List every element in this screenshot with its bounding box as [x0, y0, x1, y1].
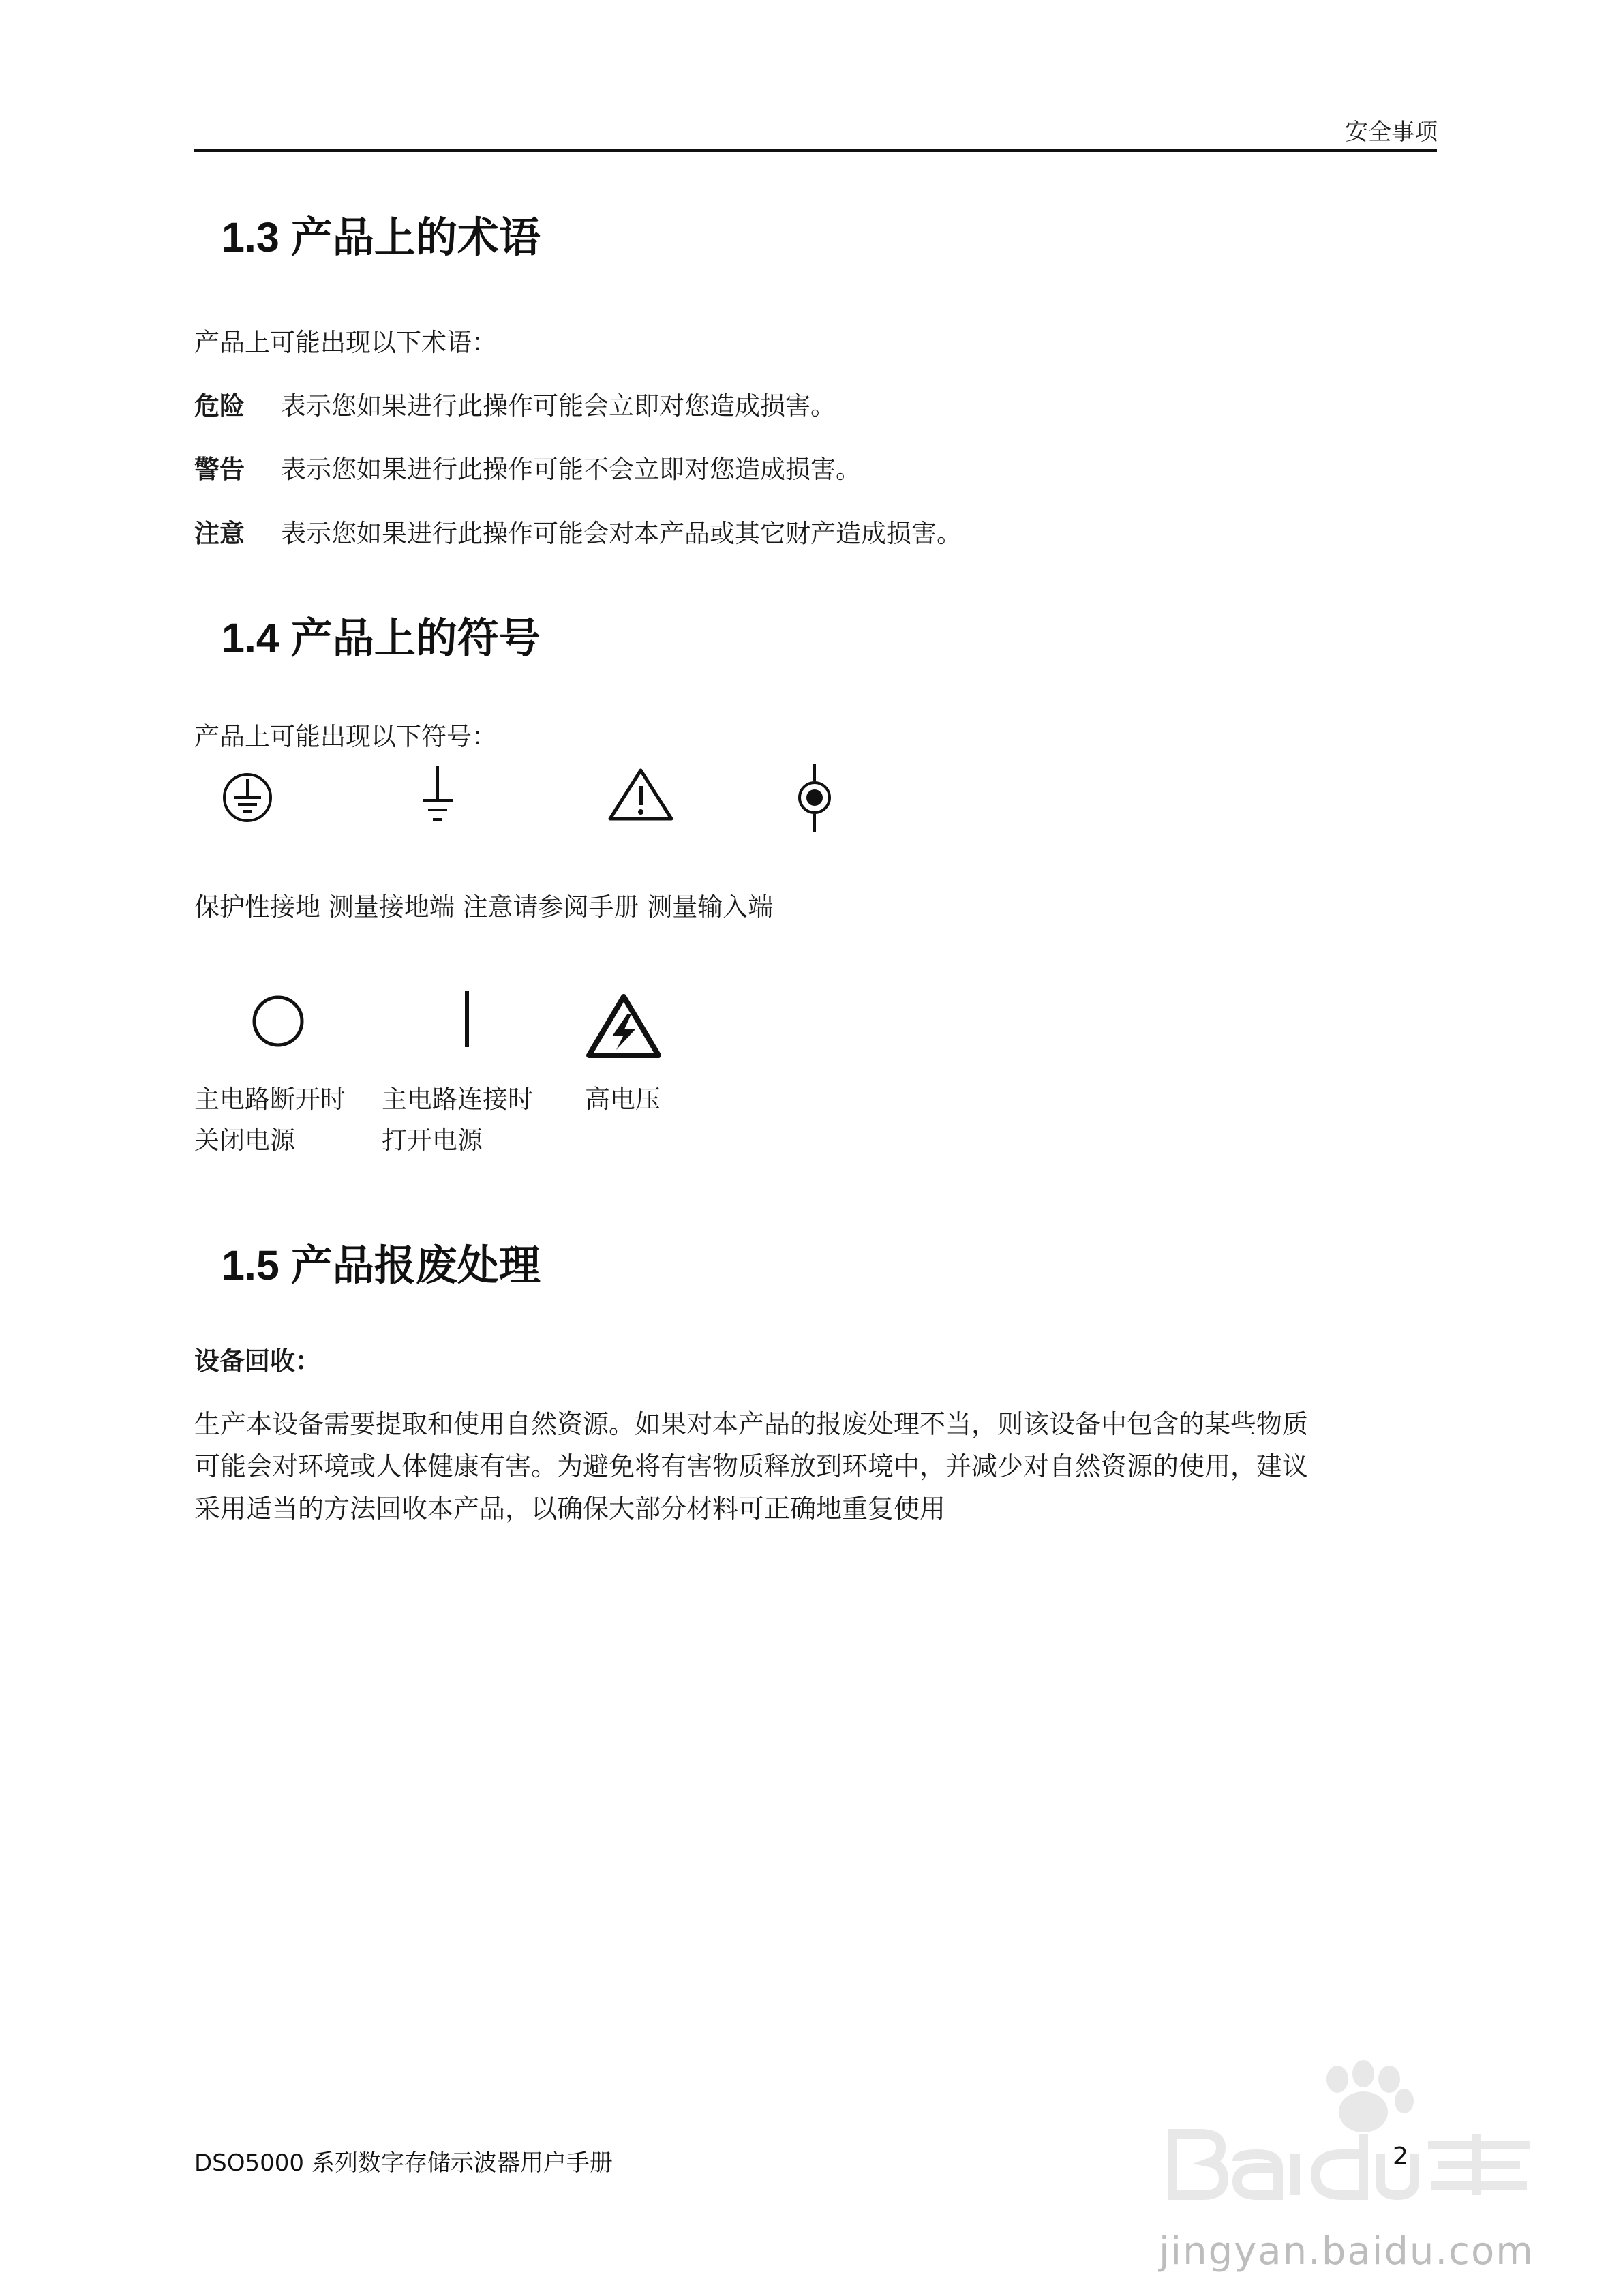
sec15-line: 采用适当的方法回收本产品，以确保大部分材料可正确地重复使用	[194, 1494, 946, 1524]
sec15-line: 可能会对环境或人体健康有害。为避免将有害物质释放到环境中，并减少对自然资源的使用，建议	[194, 1451, 1309, 1481]
footer-manual-title: DSO5000 系列数字存储示波器用户手册	[194, 2149, 613, 2177]
heading-1-4: 1.4 产品上的符号	[222, 615, 541, 661]
sec14-intro: 产品上可能出现以下符号：	[194, 722, 497, 751]
symbol-labels-row1: 保护性接地 测量接地端 注意请参阅手册 测量输入端	[194, 892, 774, 922]
sec15-subheading: 设备回收：	[194, 1346, 320, 1376]
heading-1-3: 1.3 产品上的术语	[222, 214, 541, 260]
measurement-input-icon	[787, 764, 842, 832]
term-row-danger	[194, 385, 836, 422]
warning-triangle-icon	[607, 767, 675, 821]
heading-1-5: 1.5 产品报废处理	[222, 1242, 541, 1288]
header-section-title: 安全事项	[1345, 119, 1438, 146]
symbol-label-power-on-1: 主电路连接时	[382, 1085, 533, 1114]
high-voltage-icon	[586, 994, 661, 1059]
ground-icon	[417, 765, 458, 830]
power-off-icon	[249, 993, 307, 1050]
sec13-intro: 产品上可能出现以下术语：	[194, 328, 497, 357]
protective-earth-icon	[217, 769, 278, 824]
term-label: 注意	[194, 519, 245, 548]
term-desc: 表示您如果进行此操作可能会对本产品或其它财产造成损害。	[281, 519, 962, 548]
term-desc: 表示您如果进行此操作可能会立即对您造成损害。	[281, 391, 836, 421]
power-on-icon	[457, 988, 477, 1050]
footer-page-number: 2	[1393, 2143, 1408, 2171]
term-row-caution	[194, 513, 962, 549]
header-divider	[194, 149, 1437, 152]
term-label: 危险	[194, 391, 245, 421]
watermark-url: jingyan.baidu.com	[1159, 2229, 1534, 2274]
term-label: 警告	[194, 455, 245, 484]
sec15-body	[194, 1403, 1442, 1530]
term-desc: 表示您如果进行此操作可能不会立即对您造成损害。	[281, 455, 861, 484]
baidu-watermark-logo	[1159, 2059, 1541, 2218]
term-row-warning	[194, 449, 861, 485]
symbol-label-power-off-2: 关闭电源	[194, 1126, 295, 1155]
symbol-label-power-off-1: 主电路断开时	[194, 1085, 346, 1114]
symbol-label-power-on-2: 打开电源	[382, 1126, 483, 1155]
symbol-label-high-voltage: 高电压	[585, 1085, 661, 1114]
sec15-line: 生产本设备需要提取和使用自然资源。如果对本产品的报废处理不当，则该设备中包含的某些物质	[194, 1409, 1309, 1439]
